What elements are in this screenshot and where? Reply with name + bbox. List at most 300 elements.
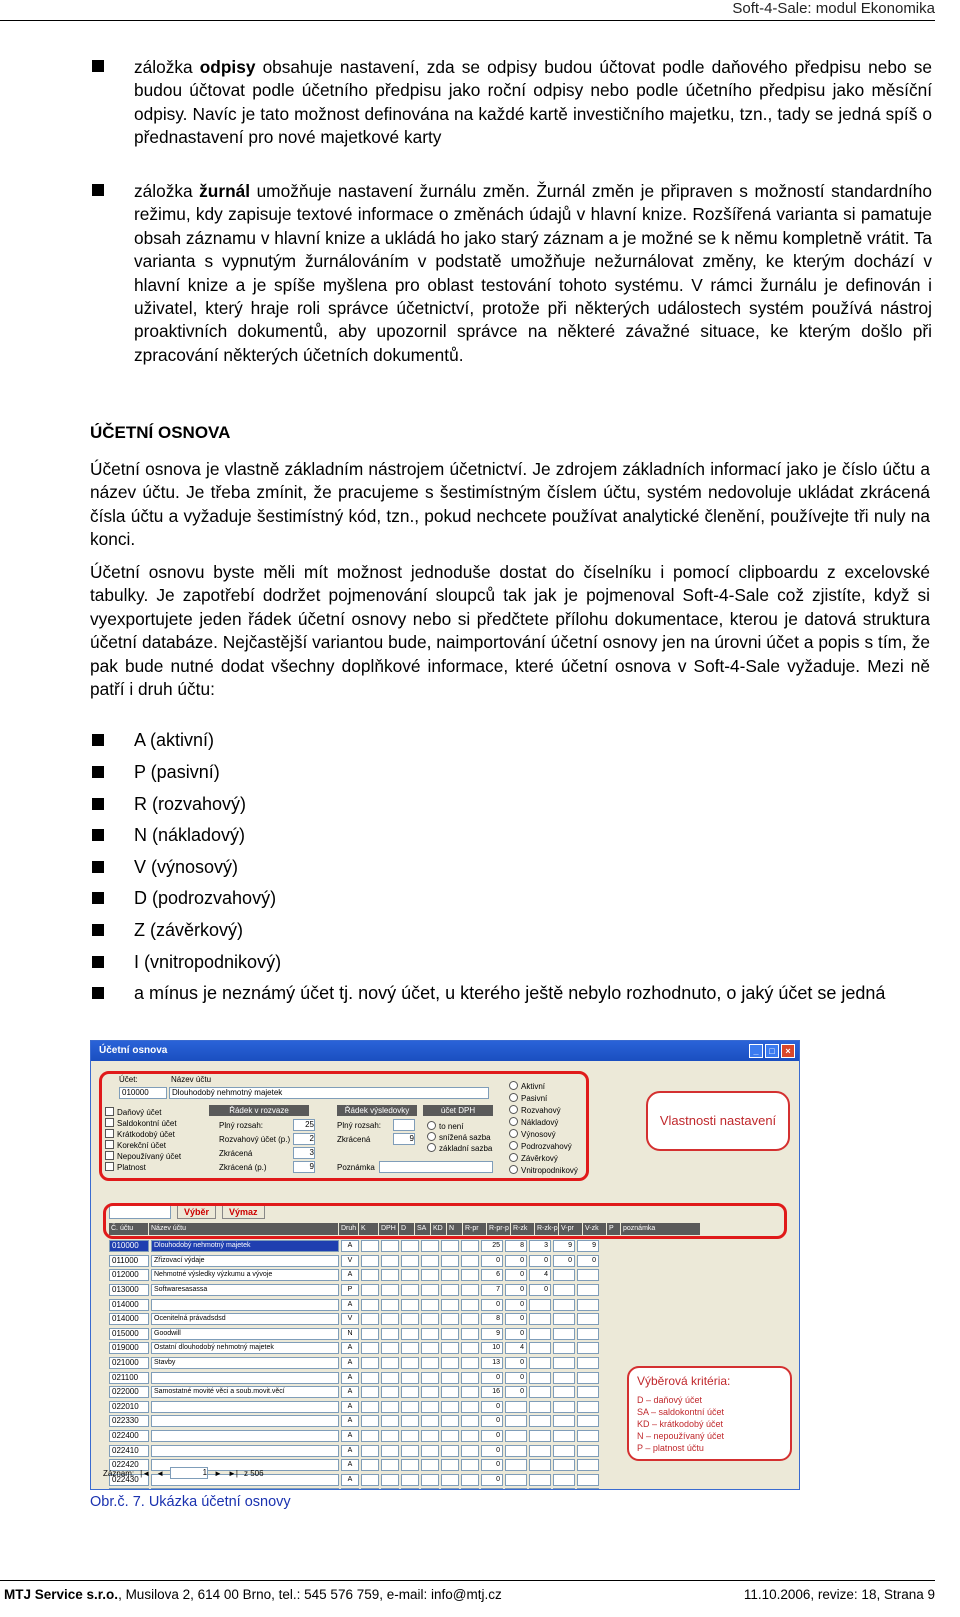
cell-k[interactable] xyxy=(361,1488,379,1490)
cell-number[interactable]: 0 xyxy=(505,1299,527,1311)
cell-number[interactable] xyxy=(577,1299,599,1311)
cell-check[interactable] xyxy=(401,1488,419,1490)
cell-number[interactable] xyxy=(577,1386,599,1398)
cell-account-name[interactable]: Ostatní dlouhodobý nehmotný majetek xyxy=(151,1342,339,1354)
check-saldokontni[interactable]: Saldokontní účet xyxy=(105,1118,177,1128)
cell-dph[interactable] xyxy=(381,1488,399,1490)
radio-druh[interactable]: Vnitropodnikový xyxy=(509,1165,578,1175)
cell-check[interactable] xyxy=(401,1328,419,1340)
check-kratkodoby[interactable]: Krátkodobý účet xyxy=(105,1129,175,1139)
cell-dph[interactable] xyxy=(381,1401,399,1413)
cell-account-name[interactable]: Softwaresasassa xyxy=(151,1284,339,1296)
cell-k[interactable] xyxy=(361,1415,379,1427)
cell-number[interactable] xyxy=(505,1401,527,1413)
cell-account-code[interactable]: 022420 xyxy=(109,1459,149,1471)
cell-number[interactable]: 0 xyxy=(481,1445,503,1457)
cell-number[interactable] xyxy=(505,1488,527,1490)
cell-account-code[interactable]: 013000 xyxy=(109,1284,149,1296)
cell-account-name[interactable] xyxy=(151,1488,339,1490)
cell-number[interactable]: 0 xyxy=(529,1284,551,1296)
cell-number[interactable] xyxy=(529,1299,551,1311)
cell-account-code[interactable]: 022430 xyxy=(109,1474,149,1486)
vymaz-button[interactable]: Výmaz xyxy=(222,1205,265,1219)
radio-druh[interactable]: Rozvahový xyxy=(509,1105,561,1115)
cell-number[interactable]: 9 xyxy=(481,1328,503,1340)
cell-number[interactable] xyxy=(529,1430,551,1442)
cell-k[interactable] xyxy=(361,1445,379,1457)
cell-druh[interactable] xyxy=(341,1488,359,1490)
cell-number[interactable] xyxy=(505,1430,527,1442)
cell-number[interactable] xyxy=(553,1474,575,1486)
cell-check[interactable] xyxy=(441,1474,459,1486)
cell-check[interactable] xyxy=(421,1313,439,1325)
cell-check[interactable] xyxy=(461,1401,479,1413)
cell-number[interactable]: 3 xyxy=(529,1240,551,1252)
cell-account-code[interactable]: 022410 xyxy=(109,1445,149,1457)
cell-druh[interactable]: A xyxy=(341,1415,359,1427)
table-row[interactable] xyxy=(109,1356,709,1371)
cell-check[interactable] xyxy=(401,1415,419,1427)
cell-account-code[interactable]: 014000 xyxy=(109,1299,149,1311)
cell-check[interactable] xyxy=(461,1328,479,1340)
cell-check[interactable] xyxy=(401,1401,419,1413)
cell-dph[interactable] xyxy=(381,1445,399,1457)
radio-dph-none[interactable]: to není xyxy=(427,1121,463,1131)
cell-check[interactable] xyxy=(401,1372,419,1384)
cell-check[interactable] xyxy=(401,1459,419,1471)
cell-number[interactable]: 25 xyxy=(481,1240,503,1252)
cell-dph[interactable] xyxy=(381,1299,399,1311)
cell-number[interactable]: 0 xyxy=(505,1313,527,1325)
cell-check[interactable] xyxy=(441,1357,459,1369)
cell-number[interactable] xyxy=(529,1386,551,1398)
table-row[interactable] xyxy=(109,1429,709,1444)
cell-number[interactable]: 0 xyxy=(481,1299,503,1311)
cell-check[interactable] xyxy=(421,1445,439,1457)
cell-number[interactable] xyxy=(577,1415,599,1427)
cell-number[interactable] xyxy=(553,1445,575,1457)
cell-check[interactable] xyxy=(461,1269,479,1281)
cell-number[interactable] xyxy=(553,1313,575,1325)
cell-number[interactable] xyxy=(529,1474,551,1486)
cell-check[interactable] xyxy=(441,1401,459,1413)
cell-number[interactable]: 0 xyxy=(577,1255,599,1267)
cell-account-code[interactable]: 012000 xyxy=(109,1269,149,1281)
maximize-icon[interactable]: □ xyxy=(765,1044,779,1058)
cell-account-name[interactable] xyxy=(151,1401,339,1413)
cell-druh[interactable]: A xyxy=(341,1386,359,1398)
field-vys-zkracena[interactable]: 9 xyxy=(393,1133,415,1145)
cell-k[interactable] xyxy=(361,1474,379,1486)
cell-number[interactable] xyxy=(577,1372,599,1384)
cell-account-code[interactable]: 022000 xyxy=(109,1386,149,1398)
cell-dph[interactable] xyxy=(381,1386,399,1398)
cell-check[interactable] xyxy=(421,1357,439,1369)
cell-number[interactable]: 0 xyxy=(505,1269,527,1281)
cell-druh[interactable]: A xyxy=(341,1459,359,1471)
account-code-field[interactable]: 010000 xyxy=(119,1087,167,1099)
table-row[interactable] xyxy=(109,1400,709,1415)
radio-druh[interactable]: Nákladový xyxy=(509,1117,558,1127)
cell-k[interactable] xyxy=(361,1372,379,1384)
cell-account-code[interactable]: 022330 xyxy=(109,1415,149,1427)
check-korekcni[interactable]: Korekční účet xyxy=(105,1140,166,1150)
radio-druh[interactable]: Výnosový xyxy=(509,1129,556,1139)
table-row[interactable] xyxy=(109,1312,709,1327)
cell-number[interactable] xyxy=(529,1401,551,1413)
table-row[interactable] xyxy=(109,1487,709,1490)
cell-check[interactable] xyxy=(421,1430,439,1442)
cell-check[interactable] xyxy=(461,1386,479,1398)
cell-check[interactable] xyxy=(461,1299,479,1311)
vyber-button[interactable]: Výběr xyxy=(177,1205,216,1219)
cell-number[interactable] xyxy=(553,1488,575,1490)
table-row[interactable] xyxy=(109,1297,709,1312)
cell-number[interactable] xyxy=(553,1357,575,1369)
cell-number[interactable]: 4 xyxy=(529,1269,551,1281)
cell-check[interactable] xyxy=(421,1488,439,1490)
cell-number[interactable] xyxy=(529,1445,551,1457)
prev-record-icon[interactable]: ◄ xyxy=(156,1468,165,1478)
cell-check[interactable] xyxy=(421,1459,439,1471)
cell-k[interactable] xyxy=(361,1284,379,1296)
cell-number[interactable]: 0 xyxy=(481,1474,503,1486)
cell-k[interactable] xyxy=(361,1240,379,1252)
table-row[interactable] xyxy=(109,1443,709,1458)
cell-check[interactable] xyxy=(461,1459,479,1471)
cell-check[interactable] xyxy=(401,1284,419,1296)
cell-dph[interactable] xyxy=(381,1313,399,1325)
check-platnost[interactable]: Platnost xyxy=(105,1162,146,1172)
record-current[interactable]: 1 xyxy=(170,1467,208,1479)
cell-k[interactable] xyxy=(361,1328,379,1340)
cell-account-name[interactable] xyxy=(151,1445,339,1457)
cell-number[interactable] xyxy=(577,1328,599,1340)
cell-number[interactable] xyxy=(577,1445,599,1457)
cell-check[interactable] xyxy=(441,1269,459,1281)
next-record-icon[interactable]: ► xyxy=(214,1468,222,1478)
cell-number[interactable] xyxy=(577,1488,599,1490)
check-nepouzivany[interactable]: Nepoužívaný účet xyxy=(105,1151,181,1161)
cell-account-code[interactable]: 022010 xyxy=(109,1401,149,1413)
field-zkracena-p[interactable]: 9 xyxy=(293,1161,315,1173)
cell-number[interactable] xyxy=(577,1269,599,1281)
cell-check[interactable] xyxy=(461,1342,479,1354)
cell-number[interactable] xyxy=(577,1474,599,1486)
cell-druh[interactable]: V xyxy=(341,1313,359,1325)
radio-druh[interactable]: Podrozvahový xyxy=(509,1141,572,1151)
cell-number[interactable]: 0 xyxy=(481,1401,503,1413)
cell-check[interactable] xyxy=(421,1269,439,1281)
cell-check[interactable] xyxy=(461,1445,479,1457)
cell-account-name[interactable] xyxy=(151,1372,339,1384)
cell-number[interactable] xyxy=(529,1313,551,1325)
radio-druh[interactable]: Aktivní xyxy=(509,1081,545,1091)
table-row[interactable] xyxy=(109,1268,709,1283)
cell-account-code[interactable] xyxy=(109,1488,149,1490)
cell-check[interactable] xyxy=(401,1445,419,1457)
cell-number[interactable]: 0 xyxy=(481,1459,503,1471)
cell-dph[interactable] xyxy=(381,1415,399,1427)
table-row[interactable] xyxy=(109,1414,709,1429)
table-row[interactable] xyxy=(109,1239,709,1254)
cell-number[interactable]: 0 xyxy=(481,1430,503,1442)
cell-dph[interactable] xyxy=(381,1430,399,1442)
cell-check[interactable] xyxy=(421,1342,439,1354)
cell-number[interactable] xyxy=(505,1415,527,1427)
cell-check[interactable] xyxy=(441,1488,459,1490)
cell-number[interactable]: 6 xyxy=(481,1269,503,1281)
cell-number[interactable]: 0 xyxy=(481,1255,503,1267)
cell-number[interactable] xyxy=(553,1459,575,1471)
cell-check[interactable] xyxy=(401,1342,419,1354)
cell-check[interactable] xyxy=(441,1284,459,1296)
cell-number[interactable]: 0 xyxy=(481,1415,503,1427)
table-row[interactable] xyxy=(109,1370,709,1385)
cell-dph[interactable] xyxy=(381,1328,399,1340)
cell-account-name[interactable]: Nehmotné výsledky výzkumu a vývoje xyxy=(151,1269,339,1281)
cell-account-code[interactable]: 014000 xyxy=(109,1313,149,1325)
cell-number[interactable]: 8 xyxy=(481,1313,503,1325)
cell-druh[interactable]: A xyxy=(341,1430,359,1442)
cell-number[interactable] xyxy=(529,1328,551,1340)
cell-number[interactable] xyxy=(529,1342,551,1354)
cell-account-name[interactable]: Goodwill xyxy=(151,1328,339,1340)
cell-check[interactable] xyxy=(401,1386,419,1398)
cell-account-name[interactable]: Ocenitelná právadsdsd xyxy=(151,1313,339,1325)
cell-check[interactable] xyxy=(401,1313,419,1325)
table-row[interactable] xyxy=(109,1385,709,1400)
cell-check[interactable] xyxy=(441,1342,459,1354)
cell-check[interactable] xyxy=(441,1386,459,1398)
cell-number[interactable]: 10 xyxy=(481,1342,503,1354)
cell-number[interactable] xyxy=(505,1445,527,1457)
cell-dph[interactable] xyxy=(381,1269,399,1281)
cell-k[interactable] xyxy=(361,1269,379,1281)
cell-k[interactable] xyxy=(361,1357,379,1369)
cell-check[interactable] xyxy=(401,1474,419,1486)
cell-number[interactable]: 0 xyxy=(505,1284,527,1296)
cell-k[interactable] xyxy=(361,1313,379,1325)
cell-check[interactable] xyxy=(401,1255,419,1267)
cell-k[interactable] xyxy=(361,1255,379,1267)
cell-druh[interactable]: A xyxy=(341,1357,359,1369)
cell-check[interactable] xyxy=(421,1299,439,1311)
cell-account-name[interactable]: Dlouhodobý nehmotný majetek xyxy=(151,1240,339,1252)
cell-number[interactable] xyxy=(505,1459,527,1471)
cell-number[interactable] xyxy=(529,1415,551,1427)
cell-number[interactable]: 0 xyxy=(505,1255,527,1267)
cell-dph[interactable] xyxy=(381,1240,399,1252)
cell-number[interactable]: 0 xyxy=(505,1357,527,1369)
cell-k[interactable] xyxy=(361,1401,379,1413)
minimize-icon[interactable]: _ xyxy=(749,1044,763,1058)
cell-check[interactable] xyxy=(401,1357,419,1369)
cell-account-name[interactable] xyxy=(151,1299,339,1311)
cell-number[interactable] xyxy=(553,1372,575,1384)
cell-number[interactable]: 0 xyxy=(553,1255,575,1267)
cell-dph[interactable] xyxy=(381,1474,399,1486)
cell-check[interactable] xyxy=(441,1415,459,1427)
cell-number[interactable] xyxy=(577,1342,599,1354)
table-row[interactable] xyxy=(109,1327,709,1342)
radio-druh[interactable]: Závěrkový xyxy=(509,1153,558,1163)
cell-account-code[interactable]: 021000 xyxy=(109,1357,149,1369)
cell-account-name[interactable]: Zřizovací výdaje xyxy=(151,1255,339,1267)
cell-check[interactable] xyxy=(441,1430,459,1442)
account-name-field[interactable]: Dlouhodobý nehmotný majetek xyxy=(169,1087,489,1099)
cell-druh[interactable]: A xyxy=(341,1269,359,1281)
cell-check[interactable] xyxy=(441,1240,459,1252)
cell-druh[interactable]: P xyxy=(341,1284,359,1296)
cell-number[interactable] xyxy=(577,1313,599,1325)
cell-account-name[interactable]: Stavby xyxy=(151,1357,339,1369)
cell-account-code[interactable]: 015000 xyxy=(109,1328,149,1340)
cell-number[interactable] xyxy=(553,1328,575,1340)
cell-number[interactable] xyxy=(577,1401,599,1413)
radio-dph-basic[interactable]: základní sazba xyxy=(427,1143,492,1153)
cell-account-name[interactable] xyxy=(151,1415,339,1427)
cell-number[interactable] xyxy=(577,1459,599,1471)
cell-k[interactable] xyxy=(361,1386,379,1398)
cell-check[interactable] xyxy=(421,1255,439,1267)
cell-number[interactable] xyxy=(553,1299,575,1311)
cell-check[interactable] xyxy=(461,1372,479,1384)
cell-k[interactable] xyxy=(361,1430,379,1442)
cell-check[interactable] xyxy=(441,1372,459,1384)
cell-account-name[interactable]: Samostatné movité věci a soub.movit.věcí xyxy=(151,1386,339,1398)
cell-number[interactable]: 0 xyxy=(505,1328,527,1340)
cell-number[interactable] xyxy=(505,1474,527,1486)
cell-dph[interactable] xyxy=(381,1342,399,1354)
cell-number[interactable] xyxy=(553,1386,575,1398)
cell-dph[interactable] xyxy=(381,1372,399,1384)
cell-check[interactable] xyxy=(421,1372,439,1384)
cell-number[interactable] xyxy=(553,1401,575,1413)
cell-check[interactable] xyxy=(461,1357,479,1369)
cell-check[interactable] xyxy=(441,1255,459,1267)
cell-dph[interactable] xyxy=(381,1284,399,1296)
cell-number[interactable]: 8 xyxy=(505,1240,527,1252)
cell-check[interactable] xyxy=(401,1240,419,1252)
cell-number[interactable]: 16 xyxy=(481,1386,503,1398)
cell-check[interactable] xyxy=(461,1488,479,1490)
cell-number[interactable] xyxy=(553,1415,575,1427)
cell-number[interactable]: 0 xyxy=(481,1372,503,1384)
cell-dph[interactable] xyxy=(381,1357,399,1369)
cell-k[interactable] xyxy=(361,1299,379,1311)
cell-number[interactable]: 7 xyxy=(481,1284,503,1296)
table-row[interactable] xyxy=(109,1283,709,1298)
field-plny-rozsah[interactable]: 25 xyxy=(293,1119,315,1131)
cell-number[interactable] xyxy=(577,1357,599,1369)
cell-check[interactable] xyxy=(421,1386,439,1398)
cell-number[interactable]: 9 xyxy=(553,1240,575,1252)
cell-number[interactable]: 9 xyxy=(577,1240,599,1252)
cell-number[interactable]: 13 xyxy=(481,1357,503,1369)
cell-k[interactable] xyxy=(361,1342,379,1354)
field-rozvahovy[interactable]: 2 xyxy=(293,1133,315,1145)
cell-check[interactable] xyxy=(421,1240,439,1252)
cell-check[interactable] xyxy=(441,1313,459,1325)
cell-druh[interactable]: A xyxy=(341,1342,359,1354)
cell-number[interactable]: 0 xyxy=(505,1386,527,1398)
cell-number[interactable] xyxy=(577,1430,599,1442)
cell-account-code[interactable]: 010000 xyxy=(109,1240,149,1252)
cell-check[interactable] xyxy=(461,1415,479,1427)
cell-druh[interactable]: A xyxy=(341,1474,359,1486)
cell-druh[interactable]: A xyxy=(341,1401,359,1413)
cell-number[interactable] xyxy=(553,1342,575,1354)
cell-number[interactable]: 4 xyxy=(505,1342,527,1354)
cell-check[interactable] xyxy=(401,1430,419,1442)
cell-number[interactable] xyxy=(481,1488,503,1490)
cell-check[interactable] xyxy=(401,1269,419,1281)
cell-check[interactable] xyxy=(461,1255,479,1267)
cell-number[interactable]: 0 xyxy=(505,1372,527,1384)
cell-number[interactable] xyxy=(553,1269,575,1281)
first-record-icon[interactable]: |◄ xyxy=(140,1468,151,1478)
cell-druh[interactable]: V xyxy=(341,1255,359,1267)
cell-druh[interactable]: A xyxy=(341,1372,359,1384)
cell-account-code[interactable]: 022400 xyxy=(109,1430,149,1442)
cell-check[interactable] xyxy=(421,1401,439,1413)
cell-dph[interactable] xyxy=(381,1255,399,1267)
cell-number[interactable] xyxy=(529,1459,551,1471)
table-row[interactable] xyxy=(109,1254,709,1269)
cell-number[interactable] xyxy=(529,1357,551,1369)
cell-number[interactable]: 0 xyxy=(529,1255,551,1267)
cell-number[interactable] xyxy=(529,1372,551,1384)
close-icon[interactable]: × xyxy=(781,1044,795,1058)
cell-check[interactable] xyxy=(421,1474,439,1486)
last-record-icon[interactable]: ►| xyxy=(227,1468,238,1478)
cell-check[interactable] xyxy=(441,1299,459,1311)
cell-druh[interactable]: A xyxy=(341,1445,359,1457)
cell-druh[interactable]: N xyxy=(341,1328,359,1340)
cell-number[interactable] xyxy=(577,1284,599,1296)
check-danovy[interactable]: Daňový účet xyxy=(105,1107,161,1117)
table-row[interactable] xyxy=(109,1341,709,1356)
cell-check[interactable] xyxy=(421,1284,439,1296)
cell-account-name[interactable] xyxy=(151,1430,339,1442)
cell-check[interactable] xyxy=(441,1328,459,1340)
cell-check[interactable] xyxy=(421,1328,439,1340)
cell-check[interactable] xyxy=(461,1313,479,1325)
cell-check[interactable] xyxy=(461,1430,479,1442)
cell-check[interactable] xyxy=(441,1445,459,1457)
radio-druh[interactable]: Pasivní xyxy=(509,1093,547,1103)
radio-dph-reduced[interactable]: snížená sazba xyxy=(427,1132,491,1142)
cell-check[interactable] xyxy=(461,1240,479,1252)
cell-account-code[interactable]: 021100 xyxy=(109,1372,149,1384)
cell-druh[interactable]: A xyxy=(341,1240,359,1252)
cell-account-code[interactable]: 019000 xyxy=(109,1342,149,1354)
cell-check[interactable] xyxy=(421,1415,439,1427)
cell-check[interactable] xyxy=(441,1459,459,1471)
cell-check[interactable] xyxy=(461,1284,479,1296)
cell-druh[interactable]: A xyxy=(341,1299,359,1311)
cell-check[interactable] xyxy=(461,1474,479,1486)
cell-account-code[interactable]: 011000 xyxy=(109,1255,149,1267)
field-zkracena[interactable]: 3 xyxy=(293,1147,315,1159)
cell-dph[interactable] xyxy=(381,1459,399,1471)
cell-number[interactable] xyxy=(553,1284,575,1296)
cell-number[interactable] xyxy=(553,1430,575,1442)
cell-check[interactable] xyxy=(401,1299,419,1311)
cell-k[interactable] xyxy=(361,1459,379,1471)
cell-number[interactable] xyxy=(529,1488,551,1490)
